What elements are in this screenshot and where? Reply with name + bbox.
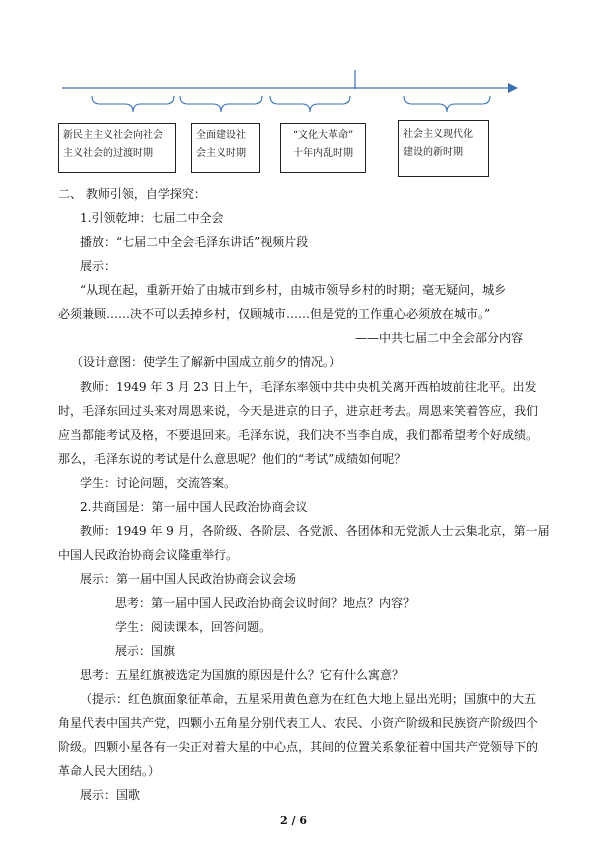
timeline-box-2-line2: 会主义时期 xyxy=(196,148,246,159)
play-line: 播放：“七届二中全会毛泽东讲话”视频片段 xyxy=(80,235,309,249)
timeline-box-2 xyxy=(191,123,260,173)
timeline-box-4-line2: 建设的新时期 xyxy=(403,147,463,158)
timeline-box-3-line2: 十年内乱时期 xyxy=(293,148,353,159)
teacher2-line-1: 教师：1949 年 9 月，各阶级、各阶层、各党派、各团体和无党派人士云集北京，第一届 xyxy=(80,524,550,538)
brace-4 xyxy=(404,96,490,112)
section-heading: 二、 教师引领，自学探究： xyxy=(58,187,206,201)
page-number: 2 / 6 xyxy=(280,814,307,827)
timeline-box-4-line1: 社会主义现代化 xyxy=(403,129,473,140)
brace-1 xyxy=(92,96,174,112)
quote-line-1: “从现在起，重新开始了由城市到乡村，由城市领导乡村的时期；毫无疑问，城乡 xyxy=(80,283,507,297)
hint-line-3: 阶级。四颗小星各有一尖正对着大星的中心点，其间的位置关系象征着中国共产党领导下的 xyxy=(58,740,539,754)
hint-line-2: 角星代表中国共产党，四颗小五角星分别代表工人、农民、小资产阶级和民族资产阶级四个 xyxy=(58,716,539,730)
timeline-box-3-line1: “文化大革命” xyxy=(292,130,354,141)
timeline-box-4 xyxy=(398,120,489,177)
design-intent: （设计意图：使学生了解新中国成立前夕的情况。） xyxy=(71,355,342,369)
timeline-box-2-line1: 全面建设社 xyxy=(196,130,246,141)
quote-source: ——中共七届二中全会部分内容 xyxy=(355,331,524,345)
item2-title: 2.共商国是：第一届中国人民政治协商会议 xyxy=(80,500,308,514)
hint-line-4: 革命人民大团结。） xyxy=(58,764,161,778)
brace-3 xyxy=(270,96,350,112)
timeline-box-1-line2: 主义社会的过渡时期 xyxy=(63,148,153,159)
brace-2 xyxy=(180,96,262,112)
show-label-2: 展示：第一届中国人民政治协商会议会场 xyxy=(80,572,297,586)
timeline-box-3 xyxy=(280,123,366,173)
think-line-1: 思考：第一届中国人民政治协商会议时间？地点？内容？ xyxy=(115,596,416,610)
timeline-arrowhead xyxy=(508,83,518,93)
student-line-1: 学生：讨论问题，交流答案。 xyxy=(80,476,237,490)
teacher1-line-1: 教师：1949 年 3 月 23 日上午，毛泽东率领中共中央机关离开西柏坡前往北平。出发 xyxy=(80,380,537,394)
teacher2-line-2: 中国人民政治协商会议隆重举行。 xyxy=(58,548,239,562)
timeline-box-1 xyxy=(58,123,176,173)
student-line-2: 学生：阅读课本，回答问题。 xyxy=(115,620,272,634)
item1-title: 1.引领乾坤：七届二中全会 xyxy=(80,211,224,225)
quote-line-2: 必须兼顾……决不可以丢掉乡村，仅顾城市……但是党的工作重心必须放在城市。” xyxy=(58,307,491,321)
teacher1-line-3: 应当都能考试及格，不要退回来。毛泽东说，我们决不当李自成，我们都希望考个好成绩。 xyxy=(58,428,539,442)
show-label-3: 展示：国旗 xyxy=(115,644,176,658)
show-label-1: 展示： xyxy=(80,259,117,273)
hint-line-1: （提示：红色旗面象征革命，五星采用黄色意为在红色大地上显出光明；国旗中的大五 xyxy=(80,692,537,706)
think-line-2: 思考：五星红旗被选定为国旗的原因是什么？它有什么寓意？ xyxy=(80,668,405,682)
show-label-4: 展示：国歌 xyxy=(80,788,141,802)
timeline-box-1-line1: 新民主主义社会向社会 xyxy=(63,130,163,141)
teacher1-line-2: 时，毛泽东回过头来对周恩来说，今天是进京的日子，进京赶考去。周恩来笑着答应，我们 xyxy=(58,404,539,418)
teacher1-line-4: 那么，毛泽东说的考试是什么意思呢？他们的“考试”成绩如何呢？ xyxy=(58,452,407,466)
